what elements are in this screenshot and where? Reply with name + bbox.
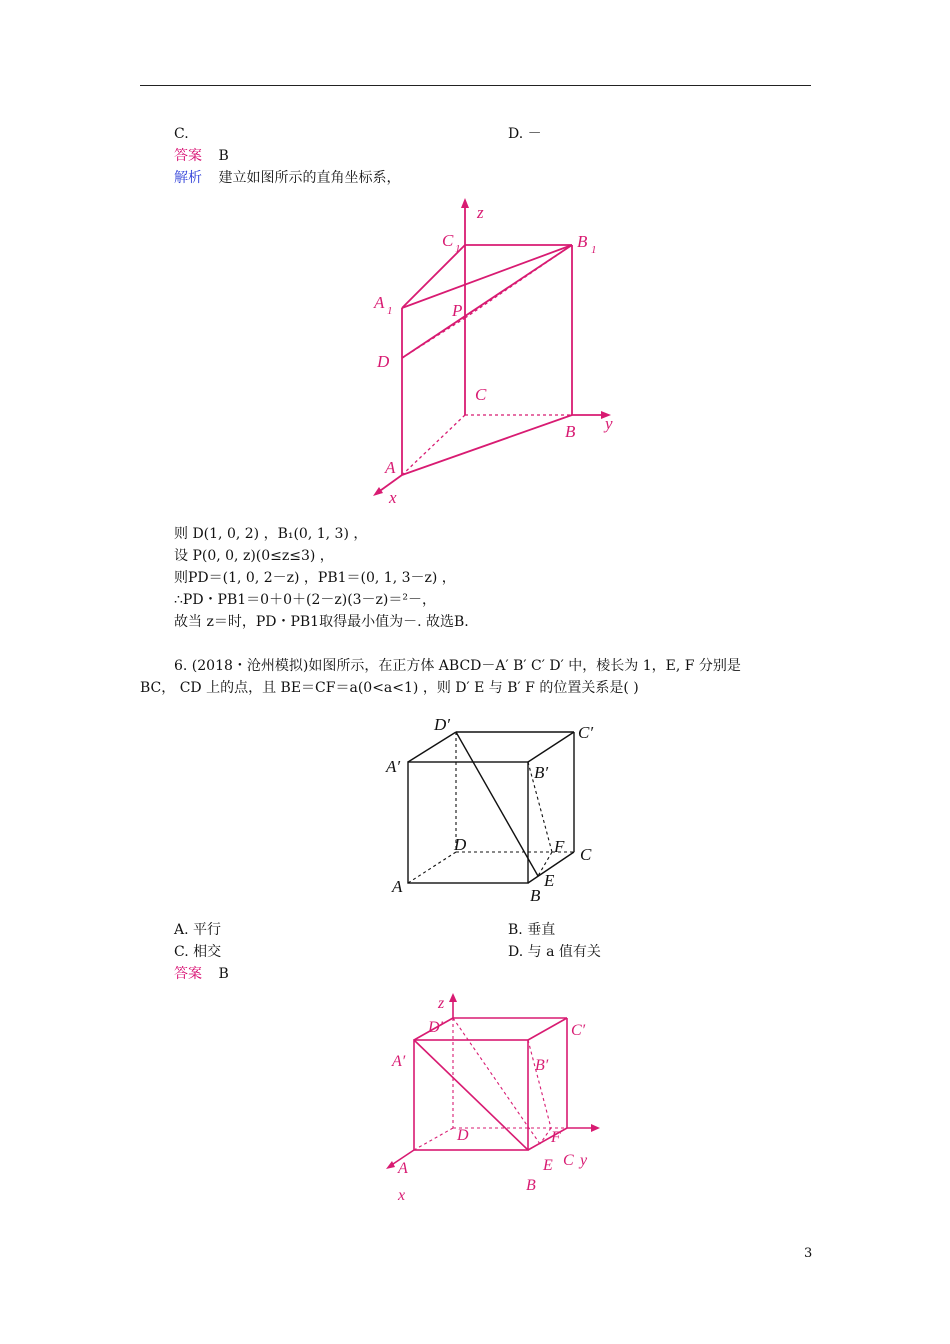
cube-front-face <box>408 762 528 883</box>
analysis-line <box>174 168 400 188</box>
label-f: F <box>551 1129 561 1146</box>
solution-line-3: 则PD＝(1, 0, 2－z) ，PB1＝(0, 1, 3－z) ， <box>174 570 456 586</box>
label-c1: C <box>442 231 454 250</box>
label-b1: B <box>577 232 588 251</box>
hidden-segment-b1-f <box>528 1040 551 1128</box>
figure-cube-svg <box>378 706 618 911</box>
edge-a1-b1 <box>402 245 572 308</box>
hidden-segment-d1-e <box>453 1018 540 1144</box>
choice-d: D. 与 a 值有关 <box>508 944 601 960</box>
label-a-prime: A′ <box>392 1053 406 1070</box>
edge-a1-d1 <box>408 732 456 762</box>
label-z: z <box>438 995 445 1012</box>
label-z: z <box>477 203 484 222</box>
answer-value: B <box>218 148 229 164</box>
label-e: E <box>544 871 555 890</box>
label-y: y <box>580 1152 588 1169</box>
label-a-prime: A′ <box>386 757 401 776</box>
label-a: A <box>398 1160 408 1177</box>
header-rule <box>140 85 811 86</box>
label-x: x <box>398 1187 406 1204</box>
choice-b: B. 垂直 <box>508 922 556 938</box>
label-e: E <box>543 1157 553 1174</box>
label-c-prime: C′ <box>578 723 594 742</box>
edge-b-c <box>528 1128 567 1150</box>
label-f: F <box>554 837 565 856</box>
edge-a-b <box>402 415 572 475</box>
hidden-edge-d-a <box>408 852 456 883</box>
x-arrowhead <box>373 487 383 496</box>
z-arrowhead <box>449 993 457 1002</box>
figure-cube <box>378 706 618 911</box>
segment-d1-e <box>456 732 538 876</box>
question6-line2: BC， CD 上的点，且 BE＝CF＝a(0<a<1) ，则 D′ E 与 B′ F 的位置关系是( ) <box>140 680 639 696</box>
edge-b1-c1 <box>528 732 574 762</box>
choice-a: A. 平行 <box>174 922 222 938</box>
label-a1-sub: 1 <box>387 305 393 317</box>
label-p: P <box>452 301 463 320</box>
label-d: D <box>457 1127 469 1144</box>
option-d-top: D. － <box>508 126 542 142</box>
z-arrowhead <box>461 198 469 208</box>
label-c1-sub: 1 <box>455 243 461 255</box>
label-c-prime: C′ <box>571 1022 586 1039</box>
diagonal-a1-b <box>414 1040 528 1150</box>
option-c-top: C. <box>174 126 189 142</box>
solution-line-4: ∴PD・PB1＝0＋0＋(2－z)(3－z)＝²－， <box>174 592 437 608</box>
edge-b1-c1 <box>528 1018 567 1040</box>
label-b: B <box>565 422 576 441</box>
figure-prism <box>355 190 635 520</box>
answer-value: B <box>218 966 229 982</box>
label-a: A <box>392 877 403 896</box>
label-x: x <box>389 488 397 507</box>
solution-line-5: 故当 z＝时，PD・PB1取得最小值为－. 故选B. <box>174 614 469 630</box>
choice-c: C. 相交 <box>174 944 222 960</box>
figure-cube-axes <box>368 990 616 1208</box>
label-a1: A <box>374 293 385 312</box>
label-d: D <box>377 352 390 371</box>
solution-line-1: 则 D(1, 0, 2) ，B₁(0, 1, 3) ， <box>174 526 368 542</box>
label-c: C <box>475 385 487 404</box>
solution-line-2: 设 P(0, 0, z)(0≤z≤3) ， <box>174 548 334 564</box>
y-arrowhead <box>591 1124 600 1132</box>
label-b-prime: B′ <box>535 1057 549 1074</box>
hidden-edge-d-a <box>414 1128 453 1150</box>
answer-label: 答案 <box>174 966 202 982</box>
label-y: y <box>605 414 613 433</box>
question6-line1: 6. (2018・沧州模拟)如图所示，在正方体 ABCD－A′ B′ C′ D′ 中，棱长为 1，E, F 分别是 <box>174 658 741 674</box>
label-b-prime: B′ <box>534 763 549 782</box>
answer-line-1 <box>174 146 229 166</box>
page-number: 3 <box>804 1246 813 1261</box>
label-d: D <box>454 835 467 854</box>
analysis-text: 建立如图所示的直角坐标系， <box>218 170 401 186</box>
figure-cube-axes-svg <box>368 990 616 1208</box>
analysis-label: 解析 <box>174 170 202 186</box>
answer-line-2 <box>174 964 229 984</box>
label-b: B <box>526 1177 536 1194</box>
label-c: C <box>580 845 592 864</box>
x-arrowhead <box>386 1161 395 1169</box>
label-d-prime: D′ <box>434 715 450 734</box>
answer-label: 答案 <box>174 148 202 164</box>
label-d-prime: D′ <box>428 1019 444 1036</box>
label-c: C <box>563 1152 574 1169</box>
figure-prism-svg <box>355 190 635 520</box>
label-b1-sub: 1 <box>591 244 597 256</box>
hidden-edge-c-a <box>402 415 465 475</box>
label-b: B <box>530 886 541 905</box>
label-a: A <box>385 458 396 477</box>
